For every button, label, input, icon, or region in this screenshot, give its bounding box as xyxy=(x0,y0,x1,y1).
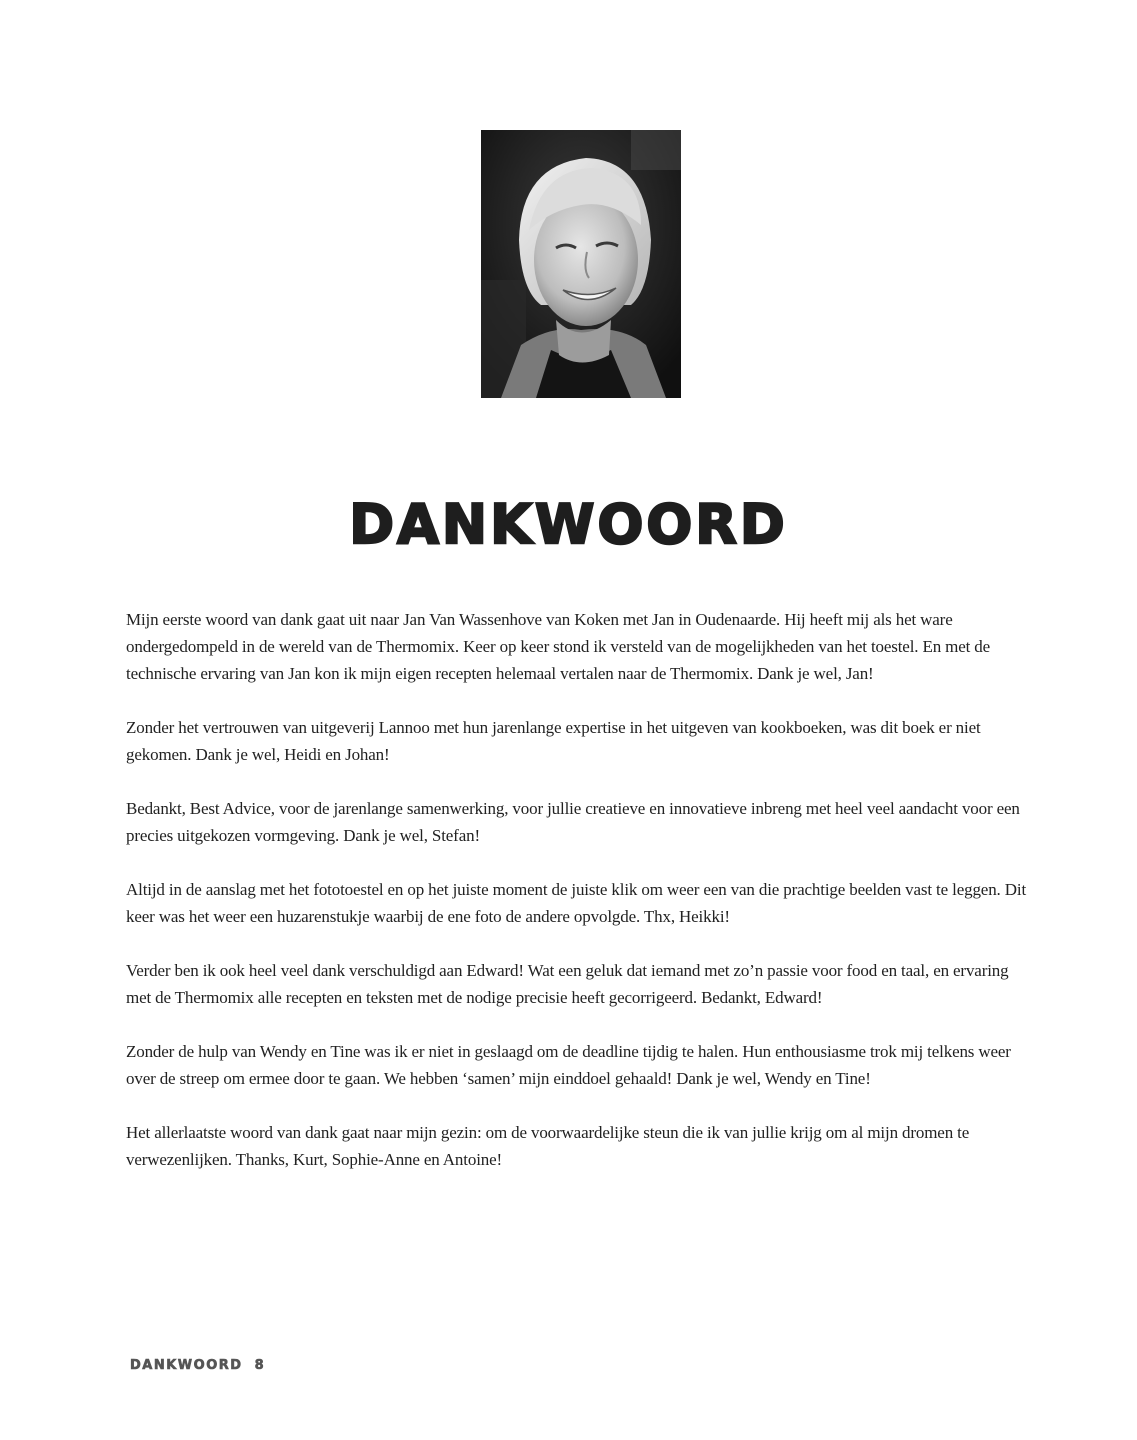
footer-section-title: DANKWOORD xyxy=(130,1358,243,1373)
paragraph: Het allerlaatste woord van dank gaat naar mijn gezin: om de voorwaardelijke steun die ik van jullie krijg om al mijn dromen te verwezenlijken. Thanks, Kurt, Sophie-Anne en Antoine! xyxy=(126,1123,970,1169)
paragraph: Zonder het vertrouwen van uitgeverij Lannoo met hun jarenlange expertise in het uitgeven van kookboeken, was dit boek er niet gekomen. Dank je wel, Heidi en Johan! xyxy=(126,718,981,764)
body-text xyxy=(126,606,1036,1200)
page-number: 8 xyxy=(254,1358,266,1373)
paragraph: Zonder de hulp van Wendy en Tine was ik er niet in geslaagd om de deadline tijdig te halen. Hun enthousiasme trok mij telkens weer over de streep om ermee door te gaan. We hebben ‘samen’ mijn einddoel gehaald! Dank je wel, Wendy en Tine! xyxy=(126,1042,1011,1088)
paragraph: Bedankt, Best Advice, voor de jarenlange samenwerking, voor jullie creatieve en innovatieve inbreng met heel veel aandacht voor een precies uitgekozen vormgeving. Dank je wel, Stefan! xyxy=(126,799,1020,845)
paragraph: Verder ben ik ook heel veel dank verschuldigd aan Edward! Wat een geluk dat iemand met zo’n passie voor food en taal, en ervaring met de Thermomix alle recepten en teksten met de nodige precisie heeft gecorrigeerd. Bedankt, Edward! xyxy=(126,961,1009,1007)
page-title: DANKWOORD xyxy=(349,493,788,556)
paragraph: Mijn eerste woord van dank gaat uit naar Jan Van Wassenhove van Koken met Jan in Oudenaarde. Hij heeft mij als het ware ondergedompeld in de wereld van de Thermomix. Keer op keer stond ik versteld van de mogelijkheden van het toestel. En met de technische ervaring van Jan kon ik mijn eigen recepten helemaal vertalen naar de Thermomix. Dank je wel, Jan! xyxy=(126,610,991,683)
paragraph: Altijd in de aanslag met het fototoestel en op het juiste moment de juiste klik om weer een van die prachtige beelden vast te leggen. Dit keer was het weer een huzarenstukje waarbij de ene foto de andere opvolgde. Thx, Heikki! xyxy=(126,880,1027,926)
portrait-photo xyxy=(481,130,681,398)
page-footer xyxy=(130,1358,265,1373)
